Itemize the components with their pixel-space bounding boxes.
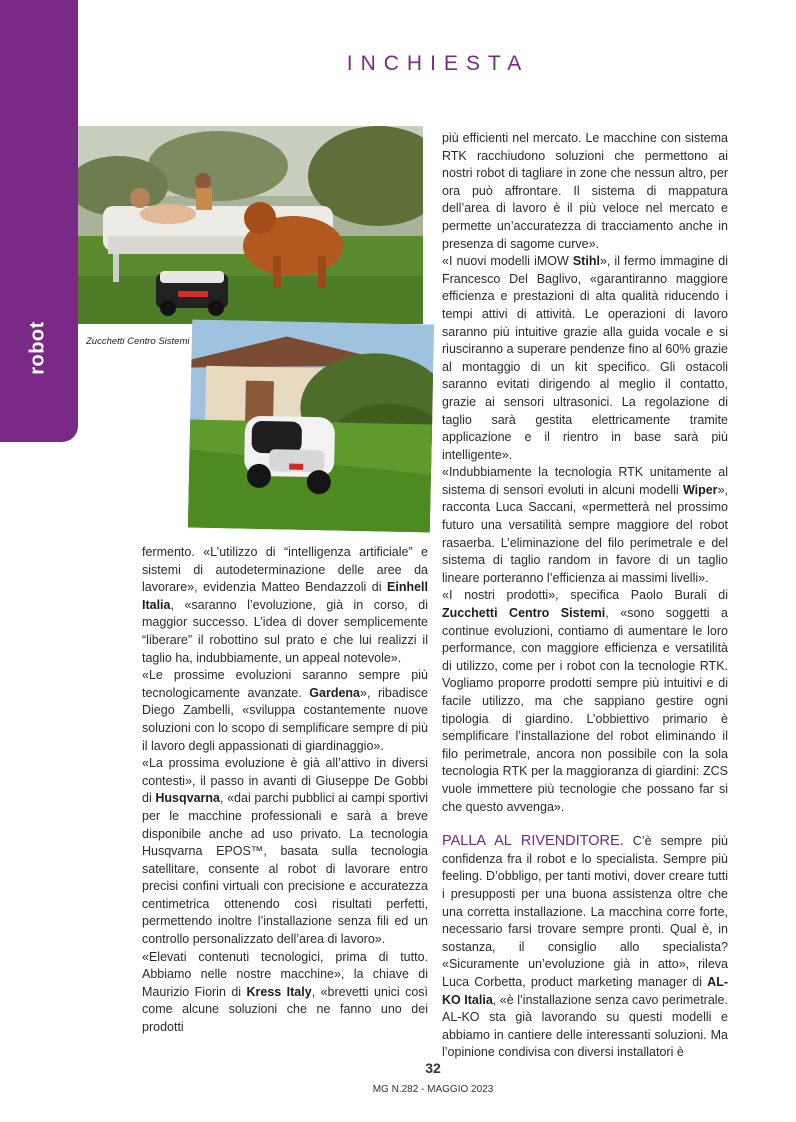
brand-name: Husqvarna bbox=[155, 791, 220, 806]
brand-name: Gardena bbox=[309, 685, 360, 700]
brand-name: Kress Italy bbox=[246, 984, 312, 999]
paragraph: «Indubbiamente la tecnologia RTK unitamente al sistema di sensori evoluti in alcuni modelli Wiper», racconta Luca Saccani, «permetterà nel prossimo futuro una versatilità sempre maggiore del robot rasaerba. L’eliminazione del filo perimetrale e del sistema di taglio random in favore di un taglio lineare porteranno l’efficienza ai massimi livelli». bbox=[442, 465, 728, 585]
paragraph: PALLA AL RIVENDITORE. C’è sempre più confidenza fra il robot e lo specialista. Sempre più feeling. D’obbligo, per tanti motivi, dover creare tutti i presupposti per una buona assistenza oltre che una corretta installazione. La macchina corre forte, necessario farsi trovare sempre pronti. Qual è, in sostanza, il consiglio allo specialista? «Sicuramente un’evoluzione già in atto», rileva Luca Corbetta, product marketing manager di AL-KO Italia, «è l’installazione senza cavo perimetrale. AL-KO sta già lavorando su questi modelli e abbiamo in cantiere delle interessanti soluzioni. Ma l’opinione condivisa con diversi installatori è bbox=[442, 833, 728, 1060]
section-tab-label: robot bbox=[26, 321, 49, 375]
article-column-left bbox=[142, 544, 428, 1037]
paragraph: «I nuovi modelli iMOW Stihl», il fermo immagine di Francesco Del Baglivo, «garantiranno maggiore efficienza e prestazioni di alta qualità riducendo i tempi attivi di attività. Le operazioni di lavoro saranno più intuitive grazie alla guida vocale e si riusciranno a superare pendenze fino al 60% grazie al montaggio di un kit specifico. Gli ostacoli saranno evitati dirigendo al meglio il contatto, grazie ai sensori ultrasonici. La regolazione di taglio sarà gestita elettricamente tramite applicazione e il rientro in base sarà più intelligente». bbox=[442, 254, 728, 462]
photo-mower-house bbox=[188, 319, 434, 532]
paragraph: fermento. «L’utilizzo di “intelligenza artificiale” e sistemi di autodeterminazione delle aree da lavorare», evidenzia Matteo Bendazzoli di Einhell Italia, «saranno l’evoluzione, già in corso, di maggior successo. L’idea di dover semplicemente “liberare” il robottino sul prato e che lui realizzi il taglio ha, indubbiamente, un appeal notevole». bbox=[142, 545, 428, 665]
photo-family-lawn bbox=[78, 126, 423, 324]
brand-name: Stihl bbox=[572, 254, 600, 269]
photo-mower-house-image bbox=[188, 319, 434, 532]
paragraph: «Elevati contenuti tecnologici, prima di tutto. Abbiamo nelle nostre macchine», la chiave di Maurizio Fiorin di Kress Italy, «brevetti unici così come alcune soluzioni che ne fanno uno dei prodotti bbox=[142, 949, 429, 1035]
page-number: 32 bbox=[425, 1060, 441, 1076]
paragraph: più efficienti nel mercato. Le macchine con sistema RTK racchiudono soluzioni che permettono ai nostri robot di tagliare in zone che nessun altro, per ora può affrontare. Il sistema di mappatura dell’area di lavoro è il più veloce nel mercato e permette un’accuratezza di tracciamento anche in presenza di sagome curve». bbox=[442, 131, 728, 251]
brand-name: Einhell Italia bbox=[142, 580, 428, 612]
subheading: PALLA AL RIVENDITORE. bbox=[442, 833, 624, 850]
photo-caption: Zucchetti Centro Sistemi bbox=[86, 336, 190, 347]
section-title: INCHIESTA bbox=[346, 52, 530, 75]
brand-name: AL-KO Italia bbox=[442, 974, 728, 1007]
issue-info: MG N.282 - MAGGIO 2023 bbox=[372, 1084, 494, 1095]
paragraph: «La prossima evoluzione è già all’attivo in diversi contesti», il passo in avanti di Giuseppe De Gobbi di Husqvarna, «dai parchi pubblici ai campi sportivi per le macchine professionali e sarà a breve disponibile anche ad uso privato. La tecnologia Husqvarna EPOS™, basata sulla tecnologia satellitare, consente al robot di lavorare entro precisi confini virtuali con precisione e accuratezza centimetrica ottenendo così risultati perfetti, permettendo inoltre l’installazione senza fili ed un controllo personalizzato dell’area di lavoro». bbox=[142, 756, 429, 947]
article-column-right bbox=[442, 130, 728, 1062]
brand-name: Zucchetti Centro Sistemi bbox=[442, 606, 606, 621]
photo-family-lawn-image bbox=[78, 126, 423, 324]
brand-name: Wiper bbox=[682, 482, 718, 497]
paragraph: «I nostri prodotti», specifica Paolo Burali di Zucchetti Centro Sistemi, «sono soggetti a continue evoluzioni, contiamo di aumentare le loro performance, con maggiore efficienza e versatilità di utilizzo, come per i robot con la tecnologie RTK. Vogliamo proporre prodotti sempre più intuitivi e di facile utilizzo, ma che sappiano gestire ogni tipologia di giardino. L’obbiettivo primario è semplificare l’installazione del robot eliminando il filo perimetrale, ancora non possibile con la sola tecnologia RTK per la maggioranza di giardini: ZCS vuole immettere più tecnologie che possano far si che questo avvenga». bbox=[442, 588, 729, 814]
paragraph: «Le prossime evoluzioni saranno sempre più tecnologicamente avanzate. Gardena», ribadisce Diego Zambelli, «sviluppa costantemente nuove soluzioni con lo scopo di semplificare sempre di più il lavoro degli appassionati di giardinaggio». bbox=[142, 668, 428, 753]
